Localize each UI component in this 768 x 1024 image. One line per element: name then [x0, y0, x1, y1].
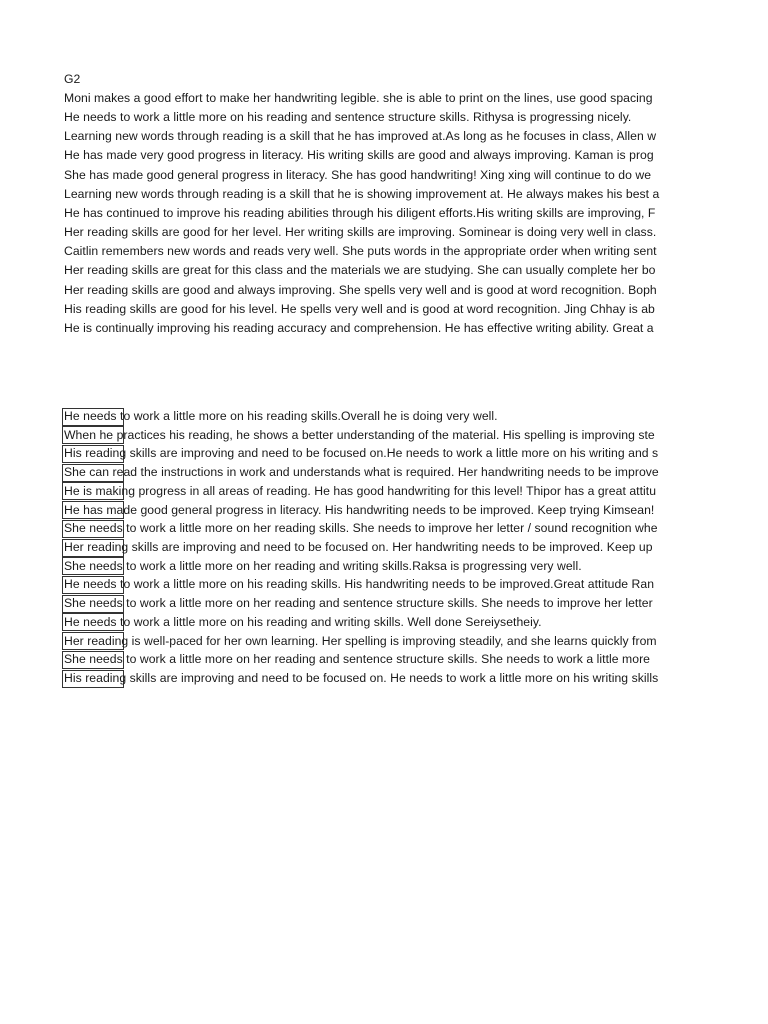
comment-cell[interactable]: She can read the instructions in work and understands what is required. Her handwriting needs to be improve — [64, 465, 659, 480]
comment-cell[interactable]: Caitlin remembers new words and reads very well. She puts words in the appropriate order when writing sent — [64, 244, 657, 259]
comment-cell[interactable]: He needs to work a little more on his reading and writing skills. Well done Sereiysetheiy. — [64, 614, 542, 629]
comment-cell[interactable]: He is making progress in all areas of reading. He has good handwriting for this level! Thipor has a great attitu — [64, 483, 657, 498]
comment-cell[interactable]: He needs to work a little more on his reading and sentence structure skills. Rithysa is progressing nicely. — [64, 110, 632, 125]
sheet-title: G2 — [64, 72, 81, 86]
comment-cell[interactable]: Moni makes a good effort to make her handwriting legible. she is able to print on the lines, use good spacing — [64, 91, 653, 105]
comment-cell[interactable]: Learning new words through reading is a skill that he is showing improvement at. He always makes his best a — [64, 186, 660, 201]
comment-cell[interactable]: Her reading skills are great for this class and the materials we are studying. She can usually complete her bo — [64, 263, 656, 278]
comment-cell[interactable]: Her reading is well-paced for her own learning. Her spelling is improving steadily, and she learns quickly from — [64, 633, 657, 648]
comment-cell[interactable]: His reading skills are improving and need to be focused on.He needs to work a little more on his writing and s — [64, 446, 659, 461]
comment-cell[interactable]: He needs to work a little more on his reading skills.Overall he is doing very well. — [64, 409, 498, 423]
comment-cell[interactable]: She needs to work a little more on her reading and sentence structure skills. She needs to improve her letter — [64, 596, 653, 611]
comment-cell[interactable]: She has made good general progress in literacy. She has good handwriting! Xing xing will continue to do we — [64, 167, 652, 182]
comment-cell[interactable]: He has made very good progress in literacy. His writing skills are good and always improving. Kaman is prog — [64, 148, 654, 163]
comment-cell[interactable]: Her reading skills are good for her level. Her writing skills are improving. Sominear is doing very well in class. — [64, 225, 657, 240]
comment-cell[interactable]: He is continually improving his reading accuracy and comprehension. He has effective writing ability. Great a — [64, 320, 654, 335]
comment-cell[interactable]: Her reading skills are improving and need to be focused on. Her handwriting needs to be improved. Keep up — [64, 540, 653, 555]
comment-cell[interactable]: Her reading skills are good and always improving. She spells very well and is good at word recognition. Boph — [64, 282, 657, 297]
comment-cell[interactable]: She needs to work a little more on her reading and writing skills.Raksa is progressing very well. — [64, 558, 582, 573]
comment-cell[interactable]: He has continued to improve his reading abilities through his diligent efforts.His writing skills are improving, F — [64, 205, 656, 220]
comment-cell[interactable]: She needs to work a little more on her reading skills. She needs to improve her letter / sound recognition whe — [64, 521, 658, 536]
comment-cell[interactable]: He needs to work a little more on his reading skills. His handwriting needs to be improved.Great attitude Ran — [64, 577, 655, 592]
comment-cell[interactable]: When he practices his reading, he shows a better understanding of the material. His spelling is improving ste — [64, 427, 655, 442]
comment-cell[interactable]: She needs to work a little more on her reading and sentence structure skills. She needs to work a little more — [64, 652, 651, 667]
comment-cell[interactable]: Learning new words through reading is a skill that he has improved at.As long as he focuses in class, Allen w — [64, 129, 657, 144]
comment-cell[interactable]: His reading skills are improving and need to be focused on. He needs to work a little more on his writing skills — [64, 671, 659, 686]
comment-cell[interactable]: He has made good general progress in literacy. His handwriting needs to be improved. Keep trying Kimsean! — [64, 502, 655, 517]
comment-cell[interactable]: His reading skills are good for his level. He spells very well and is good at word recognition. Jing Chhay is ab — [64, 301, 655, 316]
